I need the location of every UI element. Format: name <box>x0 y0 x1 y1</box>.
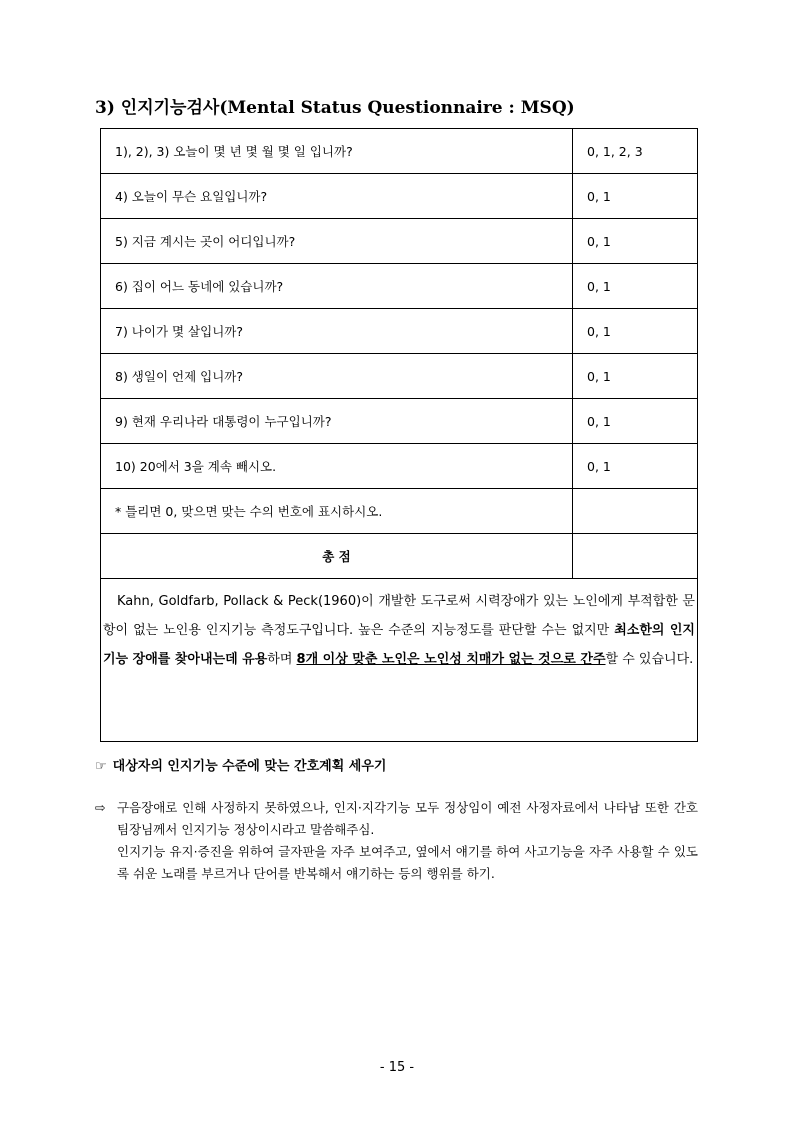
note-cell <box>101 579 698 742</box>
total-value <box>573 534 698 579</box>
score-cell: 0, 1, 2, 3 <box>573 129 698 174</box>
question-cell: * 틀리면 0, 맞으면 맞는 수의 번호에 표시하시오. <box>101 489 573 534</box>
note-text <box>103 587 695 674</box>
table-row <box>101 129 698 174</box>
table-row <box>101 444 698 489</box>
table-row <box>101 399 698 444</box>
table-row <box>101 309 698 354</box>
msq-table <box>100 128 698 742</box>
plan-line-2: 인지기능 유지·증진을 위하여 글자판을 자주 보여주고, 옆에서 얘기를 하여 사고기능을 자주 사용할 수 있도록 쉬운 노래를 부르거나 단어를 반복해서 얘기하는 등의 행위를 하기. <box>117 844 698 881</box>
plan-heading <box>95 755 386 774</box>
table-row <box>101 264 698 309</box>
plan-heading-text: 대상자의 인지기능 수준에 맞는 간호계획 세우기 <box>112 759 387 774</box>
score-cell: 0, 1 <box>573 174 698 219</box>
score-cell: 0, 1 <box>573 444 698 489</box>
question-cell: 5) 지금 계시는 곳이 어디입니까? <box>101 219 573 264</box>
plan-body <box>95 797 698 885</box>
note-part5: 할 수 있습니다. <box>605 652 694 667</box>
note-underlined-conclusion: 8개 이상 맞춘 노인은 노인성 치매가 없는 것으로 간주 <box>296 652 606 667</box>
table-row <box>101 219 698 264</box>
table-row <box>101 354 698 399</box>
score-cell: 0, 1 <box>573 264 698 309</box>
section-title: 3) 인지기능검사(Mental Status Questionnaire : MSQ) <box>95 98 575 118</box>
note-part1: Kahn, Goldfarb, Pollack & Peck(1960)이 개발한 도구로써 시력장애가 있는 노인에게 부적합한 문항이 없는 노인용 인지기능 측정도구입니다. 높은 수준의 지능정도를 판단할 수는 없지만 <box>103 594 695 638</box>
note-row <box>101 579 698 742</box>
score-cell: 0, 1 <box>573 399 698 444</box>
question-cell: 1), 2), 3) 오늘이 몇 년 몇 월 몇 일 입니까? <box>101 129 573 174</box>
question-cell: 7) 나이가 몇 살입니까? <box>101 309 573 354</box>
question-cell: 6) 집이 어느 동네에 있습니까? <box>101 264 573 309</box>
score-cell: 0, 1 <box>573 354 698 399</box>
note-part3: 하며 <box>267 652 297 667</box>
note-emphasis: 최소한의 인지기능 장애를 찾아내는데 유용 <box>103 623 695 667</box>
score-cell: 0, 1 <box>573 309 698 354</box>
table-row <box>101 489 698 534</box>
score-cell <box>573 489 698 534</box>
page-number: - 15 - <box>379 1060 415 1075</box>
plan-line-1: 구음장애로 인해 사정하지 못하였으나, 인지·지각기능 모두 정상임이 예전 사정자료에서 나타남 또한 간호팀장님께서 인지기능 정상이시라고 말씀해주심. <box>117 800 698 837</box>
total-row <box>101 534 698 579</box>
score-cell: 0, 1 <box>573 219 698 264</box>
question-cell: 4) 오늘이 무슨 요일입니까? <box>101 174 573 219</box>
question-cell: 10) 20에서 3을 계속 빼시오. <box>101 444 573 489</box>
question-cell: 8) 생일이 언제 입니까? <box>101 354 573 399</box>
nursing-plan <box>95 797 698 885</box>
pointing-hand-icon: ☞ <box>95 759 107 774</box>
msq-rows <box>101 129 698 534</box>
question-cell: 9) 현재 우리나라 대통령이 누구입니까? <box>101 399 573 444</box>
right-arrow-icon: ⇨ <box>95 800 106 815</box>
table-row <box>101 174 698 219</box>
total-label: 총 점 <box>101 534 573 579</box>
